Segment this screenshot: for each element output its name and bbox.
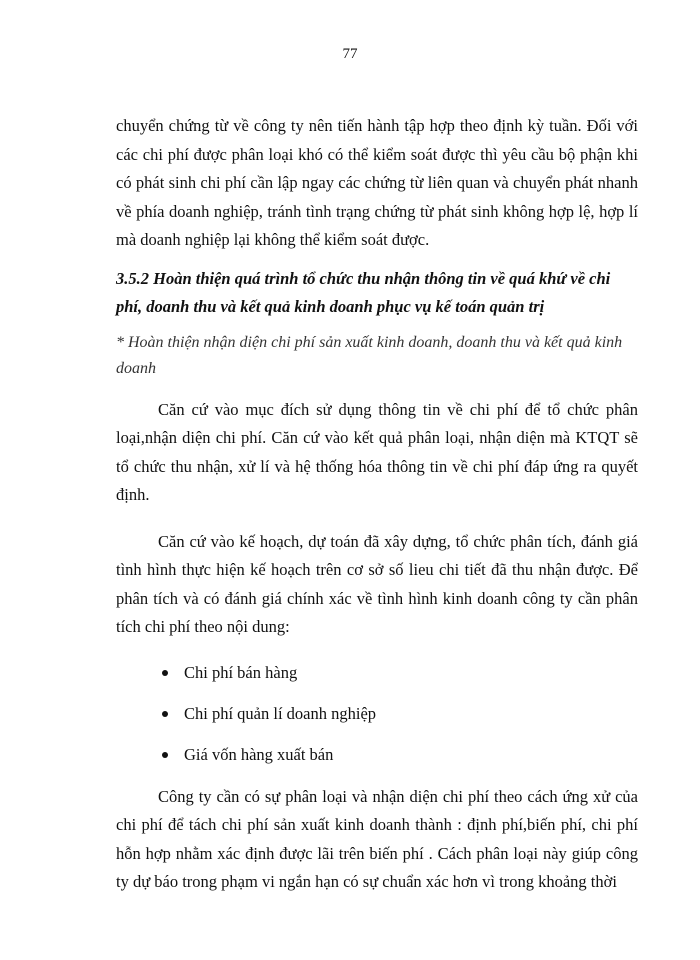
subsection-heading: * Hoàn thiện nhận diện chi phí sản xuất kinh doanh, doanh thu và kết quả kinh doanh bbox=[116, 333, 623, 377]
section-heading: 3.5.2 Hoàn thiện quá trình tổ chức thu nhận thông tin về quá khứ về chi phí, doanh thu và kết quả kinh doanh phục vụ kế toán quản trị bbox=[116, 268, 611, 316]
bullet-icon bbox=[162, 752, 168, 758]
paragraph-classification: Căn cứ vào mục đích sử dụng thông tin về chi phí để tổ chức phân loại,nhận diện chi phí. Căn cứ vào kết quả phân loại, nhận diện mà KTQT sẽ tổ chức thu nhận, xử lí và hệ thống hóa thông tin về chi phí đáp ứng ra quyết định. bbox=[116, 399, 638, 504]
list-item-label: Chi phí quản lí doanh nghiệp bbox=[184, 703, 377, 723]
paragraph-cost-behavior: Công ty cần có sự phân loại và nhận diện chi phí theo cách ứng xử của chi phí để tách chi phí sản xuất kinh doanh thành : định phí,biến phí, chi phí hỗn hợp nhằm xác định được lãi trên biến phí . Cách phân loại này giúp công ty dự báo trong phạm vi ngắn hạn có sự chuẩn xác hơn vì trong khoảng thời bbox=[116, 786, 638, 891]
paragraph-continuation: chuyển chứng từ về công ty nên tiến hành tập hợp theo định kỳ tuần. Đối với các chi phí được phân loại khó có thể kiểm soát được thì yêu cầu bộ phận khi có phát sinh chi phí cần lập ngay các chứng từ liên quan và chuyển phát nhanh về phía doanh nghiệp, tránh tình trạng chứng từ phát sinh không hợp lệ, hợp lí mà doanh nghiệp lại không thể kiểm soát được. bbox=[116, 116, 638, 249]
list-item bbox=[116, 744, 638, 766]
page-number: 77 bbox=[342, 46, 358, 62]
document-body bbox=[116, 112, 638, 897]
list-item-label: Chi phí bán hàng bbox=[184, 662, 298, 682]
bullet-icon bbox=[162, 670, 168, 676]
bullet-icon bbox=[162, 711, 168, 717]
cost-list bbox=[116, 662, 638, 766]
paragraph-analysis: Căn cứ vào kế hoạch, dự toán đã xây dựng, tổ chức phân tích, đánh giá tình hình thực hiện kế hoạch trên cơ sở số lieu chi tiết đã thu nhận được. Để phân tích và có đánh giá chính xác về tình hình kinh doanh công ty cần phân tích chi phí theo nội dung: bbox=[116, 531, 638, 636]
list-item bbox=[116, 703, 638, 725]
list-item bbox=[116, 662, 638, 684]
list-item-label: Giá vốn hàng xuất bán bbox=[184, 744, 334, 764]
